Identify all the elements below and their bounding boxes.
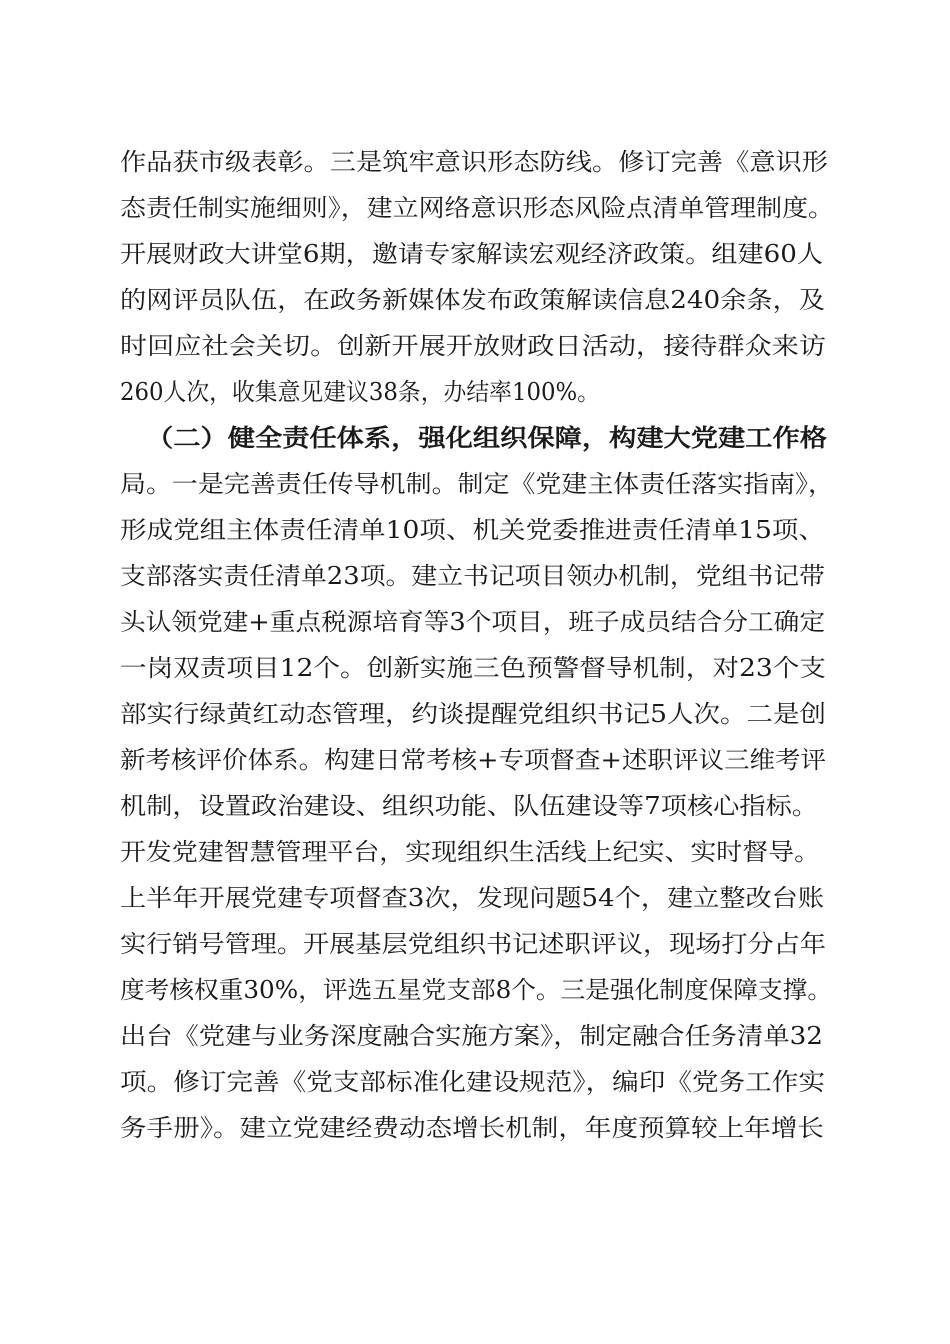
text-line-1 <box>0 139 950 185</box>
line-text: 的网评员队伍，在政务新媒体发布政策解读信息240余条，及 <box>120 286 825 314</box>
text-line-17 <box>0 875 950 921</box>
line-text: 务手册》。建立党建经费动态增长机制，年度预算较上年增长 <box>120 1114 824 1142</box>
text-line-22 <box>0 1105 950 1151</box>
line-text: 开发党建智慧管理平台，实现组织生活线上纪实、实时督导。 <box>120 838 820 866</box>
line-text: 一岗双责项目12个。创新实施三色预警督导机制，对23个支 <box>120 654 826 682</box>
text-line-16 <box>0 829 950 875</box>
line-text: 形成党组主体责任清单10项、机关党委推进责任清单15项、 <box>120 516 825 544</box>
text-line-4 <box>0 277 950 323</box>
line-text: 新考核评价体系。构建日常考核+专项督查+述职评议三维考评 <box>120 746 826 774</box>
line-text: 头认领党建+重点税源培育等3个项目，班子成员结合分工确定 <box>120 608 825 636</box>
text-line-2 <box>0 185 950 231</box>
text-line-13 <box>0 691 950 737</box>
text-line-7 <box>0 415 950 461</box>
text-line-5 <box>0 323 950 369</box>
line-text: 态责任制实施细则》，建立网络意识形态风险点清单管理制度。 <box>120 194 834 222</box>
line-text: 机制，设置政治建设、组织功能、队伍建设等7项核心指标。 <box>120 792 818 820</box>
text-line-14 <box>0 737 950 783</box>
text-line-18 <box>0 921 950 967</box>
text-line-19 <box>0 967 950 1013</box>
text-line-12 <box>0 645 950 691</box>
line-text: 局。一是完善责任传导机制。制定《党建主体责任落实指南》， <box>120 470 834 498</box>
line-text: 度考核权重30%，评选五星党支部8个。三是强化制度保障支撑。 <box>120 976 832 1004</box>
line-text: 作品获市级表彰。三是筑牢意识形态防线。修订完善《意识形 <box>120 148 828 176</box>
line-text: 260人次，收集意见建议38条，办结率100%。 <box>120 378 600 406</box>
text-line-10 <box>0 553 950 599</box>
line-text: 开展财政大讲堂6期，邀请专家解读宏观经济政策。组建60人 <box>120 240 823 268</box>
text-line-8 <box>0 461 950 507</box>
text-line-20 <box>0 1013 950 1059</box>
line-text: 时回应社会关切。创新开展开放财政日活动，接待群众来访 <box>120 332 826 360</box>
text-line-3 <box>0 231 950 277</box>
text-line-21 <box>0 1059 950 1105</box>
text-line-6 <box>0 369 950 415</box>
line-text: 实行销号管理。开展基层党组织书记述职评议，现场打分占年 <box>120 930 826 958</box>
text-line-15 <box>0 783 950 829</box>
text-line-11 <box>0 599 950 645</box>
line-text: 部实行绿黄红动态管理，约谈提醒党组织书记5人次。二是创 <box>120 700 826 728</box>
line-text: 上半年开展党建专项督查3次，发现问题54个，建立整改台账 <box>120 884 824 912</box>
line-text: 出台《党建与业务深度融合实施方案》，制定融合任务清单32 <box>120 1022 823 1050</box>
section-heading-text: （二）健全责任体系，强化组织保障，构建大党建工作格 <box>146 423 827 452</box>
text-line-9 <box>0 507 950 553</box>
line-text: 项。修订完善《党支部标准化建设规范》，编印《党务工作实 <box>120 1068 825 1096</box>
line-text: 支部落实责任清单23项。建立书记项目领办机制，党组书记带 <box>120 562 825 590</box>
